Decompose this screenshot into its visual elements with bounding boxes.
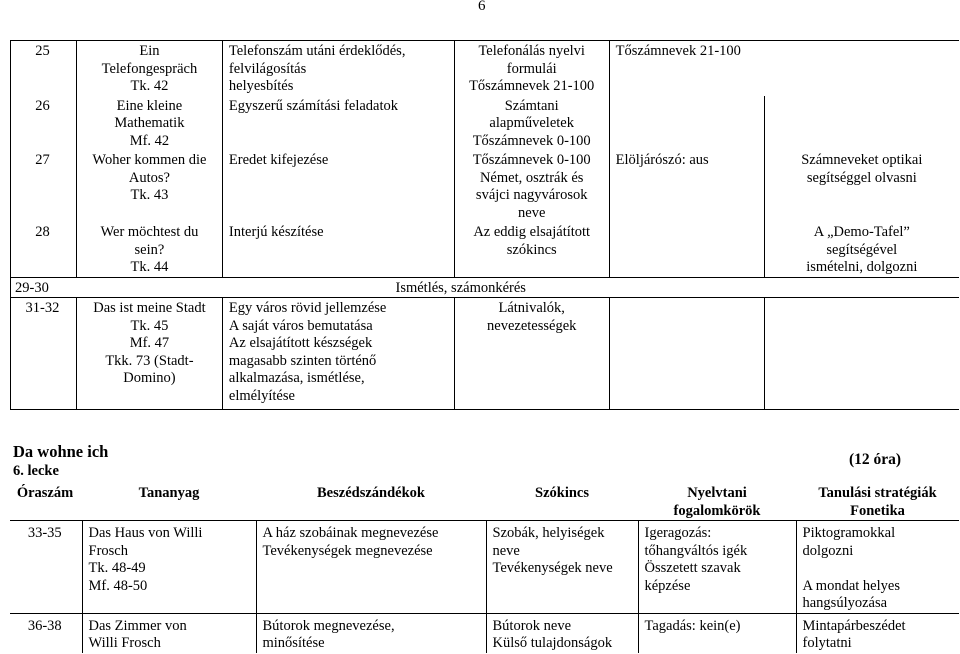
szokincs-line: neve <box>518 204 546 221</box>
hours-cell: 29-30 <box>15 279 49 296</box>
table-row <box>10 613 959 653</box>
header-nyelvtani-line: Nyelvtani <box>687 485 747 501</box>
table-row <box>11 41 960 96</box>
tananyag-line: Domino) <box>123 370 176 386</box>
beszed-line: elmélyítése <box>228 387 295 404</box>
szokincs-line: Az eddig elsajátított <box>473 224 591 240</box>
beszed-line: felvilágosítás <box>228 60 307 77</box>
beszed-line: Egy város rövid jellemzése <box>228 300 387 316</box>
beszed-line: helyesbítés <box>228 78 294 94</box>
szokincs-line: Tőszámnevek 0-100 <box>472 132 591 149</box>
tananyag-line: Tk. 45 <box>130 317 169 334</box>
szokincs-line: szókincs <box>506 241 557 258</box>
header-nyelvtani-line: fogalomkörök <box>673 502 761 519</box>
szokincs-line: Tevékenységek neve <box>492 560 613 576</box>
strategia-line: segítségével <box>826 241 898 258</box>
beszed-line: A saját város bemutatása <box>228 317 373 334</box>
szokincs-line: Külső tulajdonságok <box>492 635 613 651</box>
strategia-line: hangsúlyozása <box>802 595 888 611</box>
hours-cell: 31-32 <box>25 300 60 316</box>
beszed-line: Telefonszám utáni érdeklődés, <box>228 43 406 59</box>
tananyag-line: Ein <box>139 43 160 59</box>
szokincs-line: Tőszámnevek 21-100 <box>469 78 595 94</box>
nyelvtani-line: tőhangváltós igék <box>644 542 748 559</box>
beszed-line: Egyszerű számítási feladatok <box>228 97 399 114</box>
tananyag-line: Willi Frosch <box>88 635 161 651</box>
tananyag-line: Das Haus von Willi <box>88 525 203 541</box>
hours-cell: 27 <box>35 152 50 168</box>
hours-cell: 33-35 <box>27 525 62 541</box>
header-row <box>10 483 959 521</box>
nyelvtani-line: Igeragozás: <box>644 525 712 541</box>
table-row <box>11 222 960 277</box>
szokincs-line: Német, osztrák és <box>479 169 584 186</box>
nyelvtani-line: képzése <box>644 577 691 594</box>
strategia-line <box>803 560 954 578</box>
tananyag-line: Das ist meine Stadt <box>93 300 206 316</box>
table-row <box>10 521 959 614</box>
tananyag-line: Tk. 43 <box>130 187 169 203</box>
header-beszed: Beszédszándékok <box>317 485 425 501</box>
beszed-line: Bútorok megnevezése, <box>262 617 395 634</box>
tananyag-line: sein? <box>134 241 165 258</box>
header-strategia-line: Fonetika <box>850 502 905 519</box>
strategia-line: ismételni, dolgozni <box>806 259 918 275</box>
header-strategia-line: Tanulási stratégiák <box>818 485 937 501</box>
szokincs-line: Bútorok neve <box>492 617 572 634</box>
section-title: Da wohne ich <box>13 442 109 461</box>
tananyag-line: Mf. 48-50 <box>88 577 148 594</box>
szokincs-line: formulái <box>506 60 557 77</box>
beszed-line: Az elsajátított készségek <box>228 335 373 351</box>
tananyag-line: Frosch <box>88 542 128 559</box>
nyelvtani-line: Tőszámnevek 21-100 <box>615 43 741 59</box>
lower-lesson-table <box>10 483 959 653</box>
szokincs-line: alapműveletek <box>489 115 574 131</box>
szokincs-line: Szobák, helyiségek <box>492 525 605 541</box>
tananyag-line: Eine kleine <box>116 97 183 114</box>
nyelvtani-line: Tagadás: kein(e) <box>644 617 741 634</box>
szokincs-line: Látnivalók, <box>498 300 565 316</box>
lesson-label: 6. lecke <box>13 463 59 479</box>
hours-cell: 26 <box>35 97 50 114</box>
tananyag-line: Wer möchtest du <box>100 224 199 240</box>
strategia-line: Mintapárbeszédet <box>802 617 906 634</box>
beszed-line: Tevékenységek megnevezése <box>262 542 433 559</box>
tananyag-line: Tk. 48-49 <box>88 560 146 576</box>
beszed-line: alkalmazása, ismétlése, <box>228 370 365 386</box>
review-text: Ismétlés, számonkérés <box>395 279 526 296</box>
szokincs-line: Számtani <box>504 97 559 114</box>
strategia-line: Piktogramokkal <box>802 525 896 541</box>
strategia-line: A mondat helyes <box>802 577 900 594</box>
strategia-line: A „Demo-Tafel” <box>813 224 910 240</box>
szokincs-line: Tőszámnevek 0-100 <box>472 152 591 168</box>
hours-total: (12 óra) <box>849 451 902 468</box>
header-tananyag: Tananyag <box>138 485 200 501</box>
nyelvtani-line: Elöljárószó: aus <box>615 152 709 168</box>
header-oraszam: Óraszám <box>16 485 74 501</box>
header-szokincs: Szókincs <box>535 485 589 501</box>
hours-cell: 28 <box>35 224 50 240</box>
table-row <box>11 150 960 222</box>
hours-cell: 36-38 <box>27 617 62 634</box>
strategia-line: Számneveket optikai <box>801 152 923 168</box>
nyelvtani-line: Összetett szavak <box>644 560 741 576</box>
szokincs-line: svájci nagyvárosok <box>475 187 588 203</box>
beszed-line: Eredet kifejezése <box>228 152 329 168</box>
table-row <box>11 96 960 151</box>
tananyag-line: Tk. 42 <box>130 78 169 94</box>
table-row <box>11 298 960 410</box>
tananyag-line: Mathematik <box>114 115 185 131</box>
tananyag-line: Woher kommen die <box>92 152 207 168</box>
beszed-line: minősítése <box>262 635 325 651</box>
strategia-line: folytatni <box>802 635 852 651</box>
tananyag-line: Tk. 44 <box>130 259 169 275</box>
strategia-line: dolgozni <box>802 542 854 559</box>
tananyag-line: Telefongespräch <box>101 60 198 77</box>
beszed-line: Interjú készítése <box>228 224 324 240</box>
beszed-line: magasabb szinten történő <box>228 352 377 369</box>
tananyag-line: Mf. 42 <box>129 132 170 149</box>
tananyag-line: Das Zimmer von <box>88 617 187 634</box>
page-number: 6 <box>478 0 486 14</box>
szokincs-line: neve <box>492 542 520 559</box>
table-row <box>11 277 960 298</box>
hours-cell: 25 <box>35 43 50 59</box>
tananyag-line: Autos? <box>128 169 170 186</box>
tananyag-line: Mf. 47 <box>129 335 170 351</box>
szokincs-line: Telefonálás nyelvi <box>478 43 585 59</box>
beszed-line: A ház szobáinak megnevezése <box>262 525 439 541</box>
strategia-line: segítséggel olvasni <box>806 169 917 186</box>
upper-lesson-table <box>10 40 959 410</box>
szokincs-line: nevezetességek <box>487 317 577 334</box>
tananyag-line: Tkk. 73 (Stadt- <box>105 352 194 369</box>
